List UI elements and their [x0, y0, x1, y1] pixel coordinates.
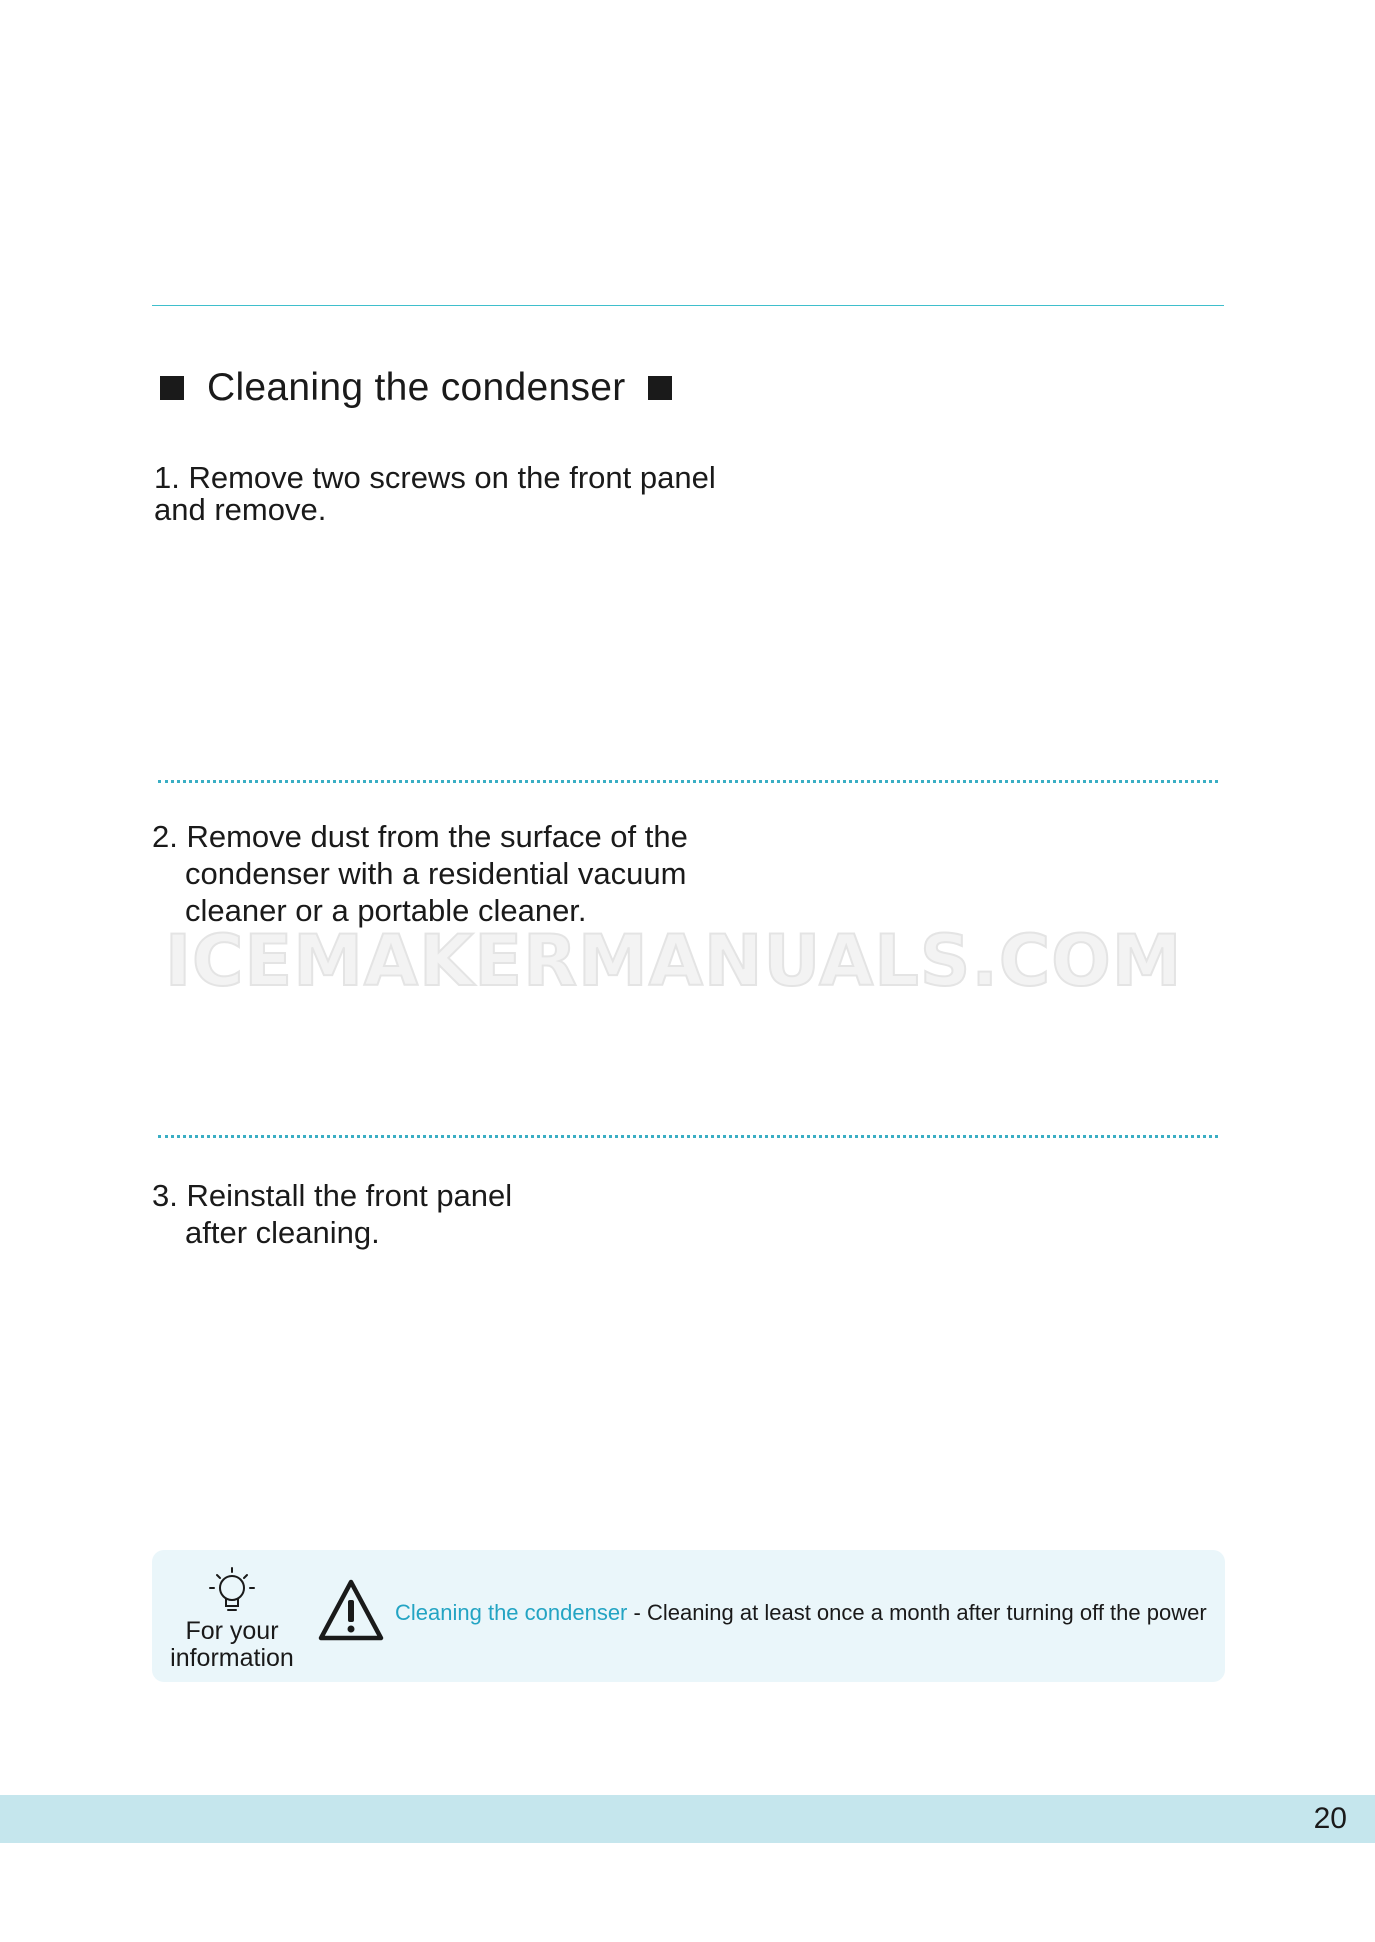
- lightbulb-icon: [206, 1564, 258, 1616]
- fyi-label: [152, 1618, 312, 1672]
- info-box: [152, 1550, 1225, 1682]
- fyi-label-line-2: information: [170, 1644, 294, 1672]
- step-1-line-1: 1. Remove two screws on the front panel: [154, 460, 716, 495]
- square-bullet-icon: [648, 376, 672, 400]
- step-2-line-3: cleaner or a portable cleaner.: [185, 893, 587, 928]
- step-3-line-2: after cleaning.: [185, 1215, 380, 1250]
- step-3: [152, 1177, 512, 1251]
- info-highlight: Cleaning the condenser: [395, 1600, 628, 1625]
- step-1: [154, 462, 716, 526]
- page-number: 20: [1313, 1802, 1347, 1835]
- step-2: [152, 818, 688, 929]
- info-body: - Cleaning at least once a month after turning off the power: [627, 1600, 1207, 1625]
- step-2-line-1: 2. Remove dust from the surface of the: [152, 819, 688, 854]
- top-divider: [152, 305, 1224, 306]
- warning-icon: [317, 1578, 385, 1642]
- dotted-divider: [158, 780, 1218, 783]
- footer-band: [0, 1795, 1375, 1843]
- step-1-line-2: and remove.: [154, 492, 327, 527]
- fyi-label-line-1: For your: [185, 1617, 279, 1645]
- section-title: Cleaning the condenser: [207, 366, 626, 409]
- dotted-divider: [158, 1135, 1218, 1138]
- info-message: [395, 1600, 1207, 1626]
- watermark: ICEMAKERMANUALS.COM: [165, 920, 1183, 1002]
- step-2-line-2: condenser with a residential vacuum: [185, 856, 687, 891]
- section-heading: [160, 360, 672, 416]
- square-bullet-icon: [160, 376, 184, 400]
- step-3-line-1: 3. Reinstall the front panel: [152, 1178, 513, 1213]
